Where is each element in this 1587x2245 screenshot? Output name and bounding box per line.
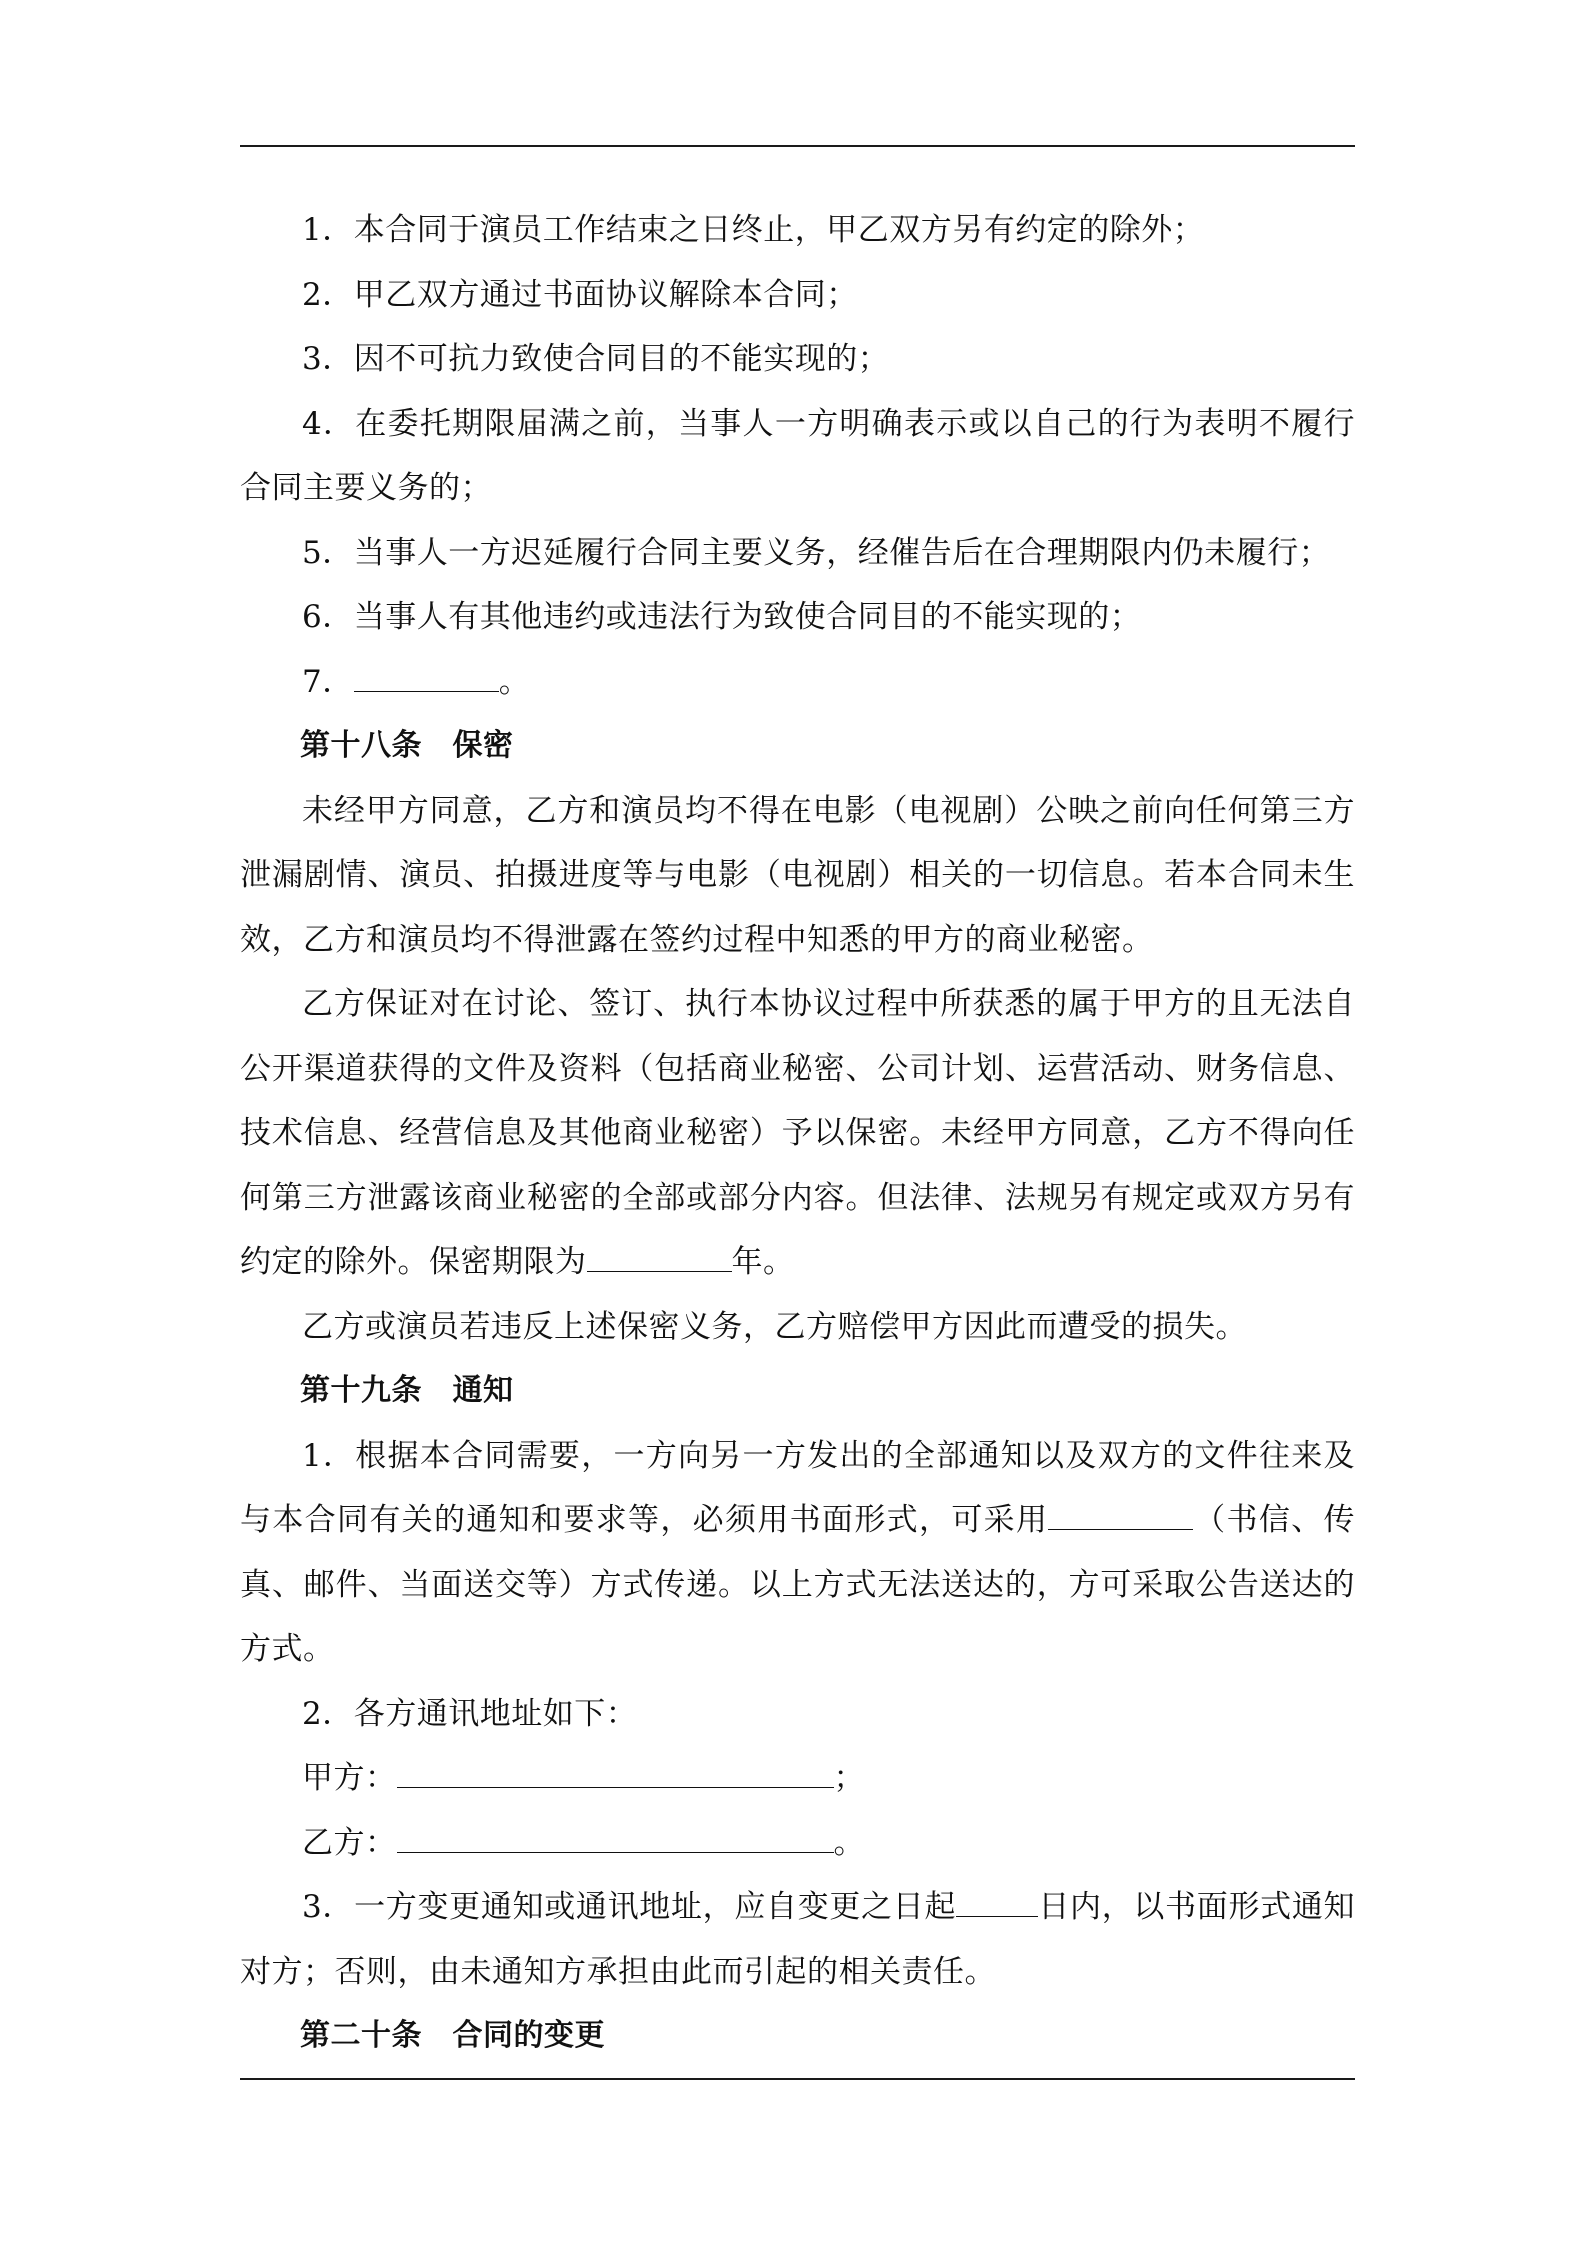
party-b-end: 。 bbox=[833, 1824, 865, 1861]
party-a-label: 甲方： bbox=[302, 1760, 397, 1796]
footer-rule bbox=[240, 2078, 1355, 2080]
article-19-paragraph-3 bbox=[240, 1875, 1355, 2004]
party-b-label: 乙方： bbox=[302, 1824, 397, 1861]
article-18-heading: 第十八条 保密 bbox=[300, 728, 514, 763]
document-body bbox=[240, 198, 1355, 2069]
party-a-address-line bbox=[240, 1746, 1355, 1811]
article-19-heading: 第十九条 通知 bbox=[300, 1373, 514, 1408]
fill-blank-party-b-address[interactable] bbox=[397, 1822, 834, 1852]
party-b-address-line bbox=[240, 1811, 1355, 1876]
clause-item-1: 1．本合同于演员工作结束之日终止，甲乙双方另有约定的除外； bbox=[302, 212, 1205, 248]
article-18-paragraph-2-end: 年。 bbox=[731, 1244, 795, 1280]
fill-blank-confidentiality-years[interactable] bbox=[587, 1242, 732, 1272]
article-19-paragraph-2: 2．各方通讯地址如下： bbox=[302, 1695, 638, 1732]
fill-blank-item-7[interactable] bbox=[354, 661, 499, 691]
article-18-paragraph-2-text: 乙方保证对在讨论、签订、执行本协议过程中所获悉的属于甲方的且无法自公开渠道获得的文件及资料（包括商业秘密、公司计划、运营活动、财务信息、技术信息、经营信息及其他商业秘密）予以保密。未经甲方同意，乙方不得向任何第三方泄露该商业秘密的全部或部分内容。但法律、法规另有规定或双方另有约定的除外。保密期限为 bbox=[240, 986, 1355, 1280]
article-19-paragraph-3-text: 3．一方变更通知或通讯地址，应自变更之日起 bbox=[302, 1889, 957, 1925]
clause-item-3: 3．因不可抗力致使合同目的不能实现的； bbox=[302, 341, 890, 377]
article-18-paragraph-1: 未经甲方同意，乙方和演员均不得在电影（电视剧）公映之前向任何第三方泄漏剧情、演员、拍摄进度等与电影（电视剧）相关的一切信息。若本合同未生效，乙方和演员均不得泄露在签约过程中知悉的甲方的商业秘密。 bbox=[240, 792, 1355, 958]
fill-blank-notice-method[interactable] bbox=[1048, 1500, 1193, 1530]
clause-item-2: 2．甲乙双方通过书面协议解除本合同； bbox=[302, 276, 858, 313]
clause-item-7-suffix: 。 bbox=[498, 663, 531, 700]
article-19-paragraph-1 bbox=[240, 1424, 1355, 1682]
article-19-paragraph-3-rest: 日内，以书面形式通知对方；否则，由未通知方承担由此而引起的相关责任。 bbox=[240, 1889, 1355, 1990]
clause-item-5: 5．当事人一方迟延履行合同主要义务，经催告后在合理期限内仍未履行； bbox=[302, 534, 1331, 571]
clause-item-7 bbox=[240, 650, 1355, 715]
article-18-paragraph-3: 乙方或演员若违反上述保密义务，乙方赔偿甲方因此而遭受的损失。 bbox=[302, 1308, 1247, 1345]
clause-item-4: 4．在委托期限届满之前，当事人一方明确表示或以自己的行为表明不履行合同主要义务的； bbox=[240, 405, 1355, 506]
article-18-paragraph-2 bbox=[240, 972, 1355, 1295]
party-a-end: ； bbox=[833, 1760, 865, 1796]
article-19-paragraph-1-rest: （书信、传真、邮件、当面送交等）方式传递。以上方式无法送达的，方可采取公告送达的方式。 bbox=[240, 1502, 1356, 1667]
fill-blank-party-a-address[interactable] bbox=[397, 1758, 834, 1788]
article-20-heading: 第二十条 合同的变更 bbox=[300, 2018, 605, 2053]
fill-blank-notice-days[interactable] bbox=[956, 1887, 1038, 1917]
header-rule bbox=[240, 145, 1355, 147]
clause-item-7-prefix: 7． bbox=[302, 663, 354, 700]
article-19-paragraph-1-text: 1．根据本合同需要，一方向另一方发出的全部通知以及双方的文件往来及与本合同有关的通知和要求等，必须用书面形式，可采用 bbox=[240, 1437, 1355, 1538]
clause-item-6: 6．当事人有其他违约或违法行为致使合同目的不能实现的； bbox=[302, 599, 1142, 635]
